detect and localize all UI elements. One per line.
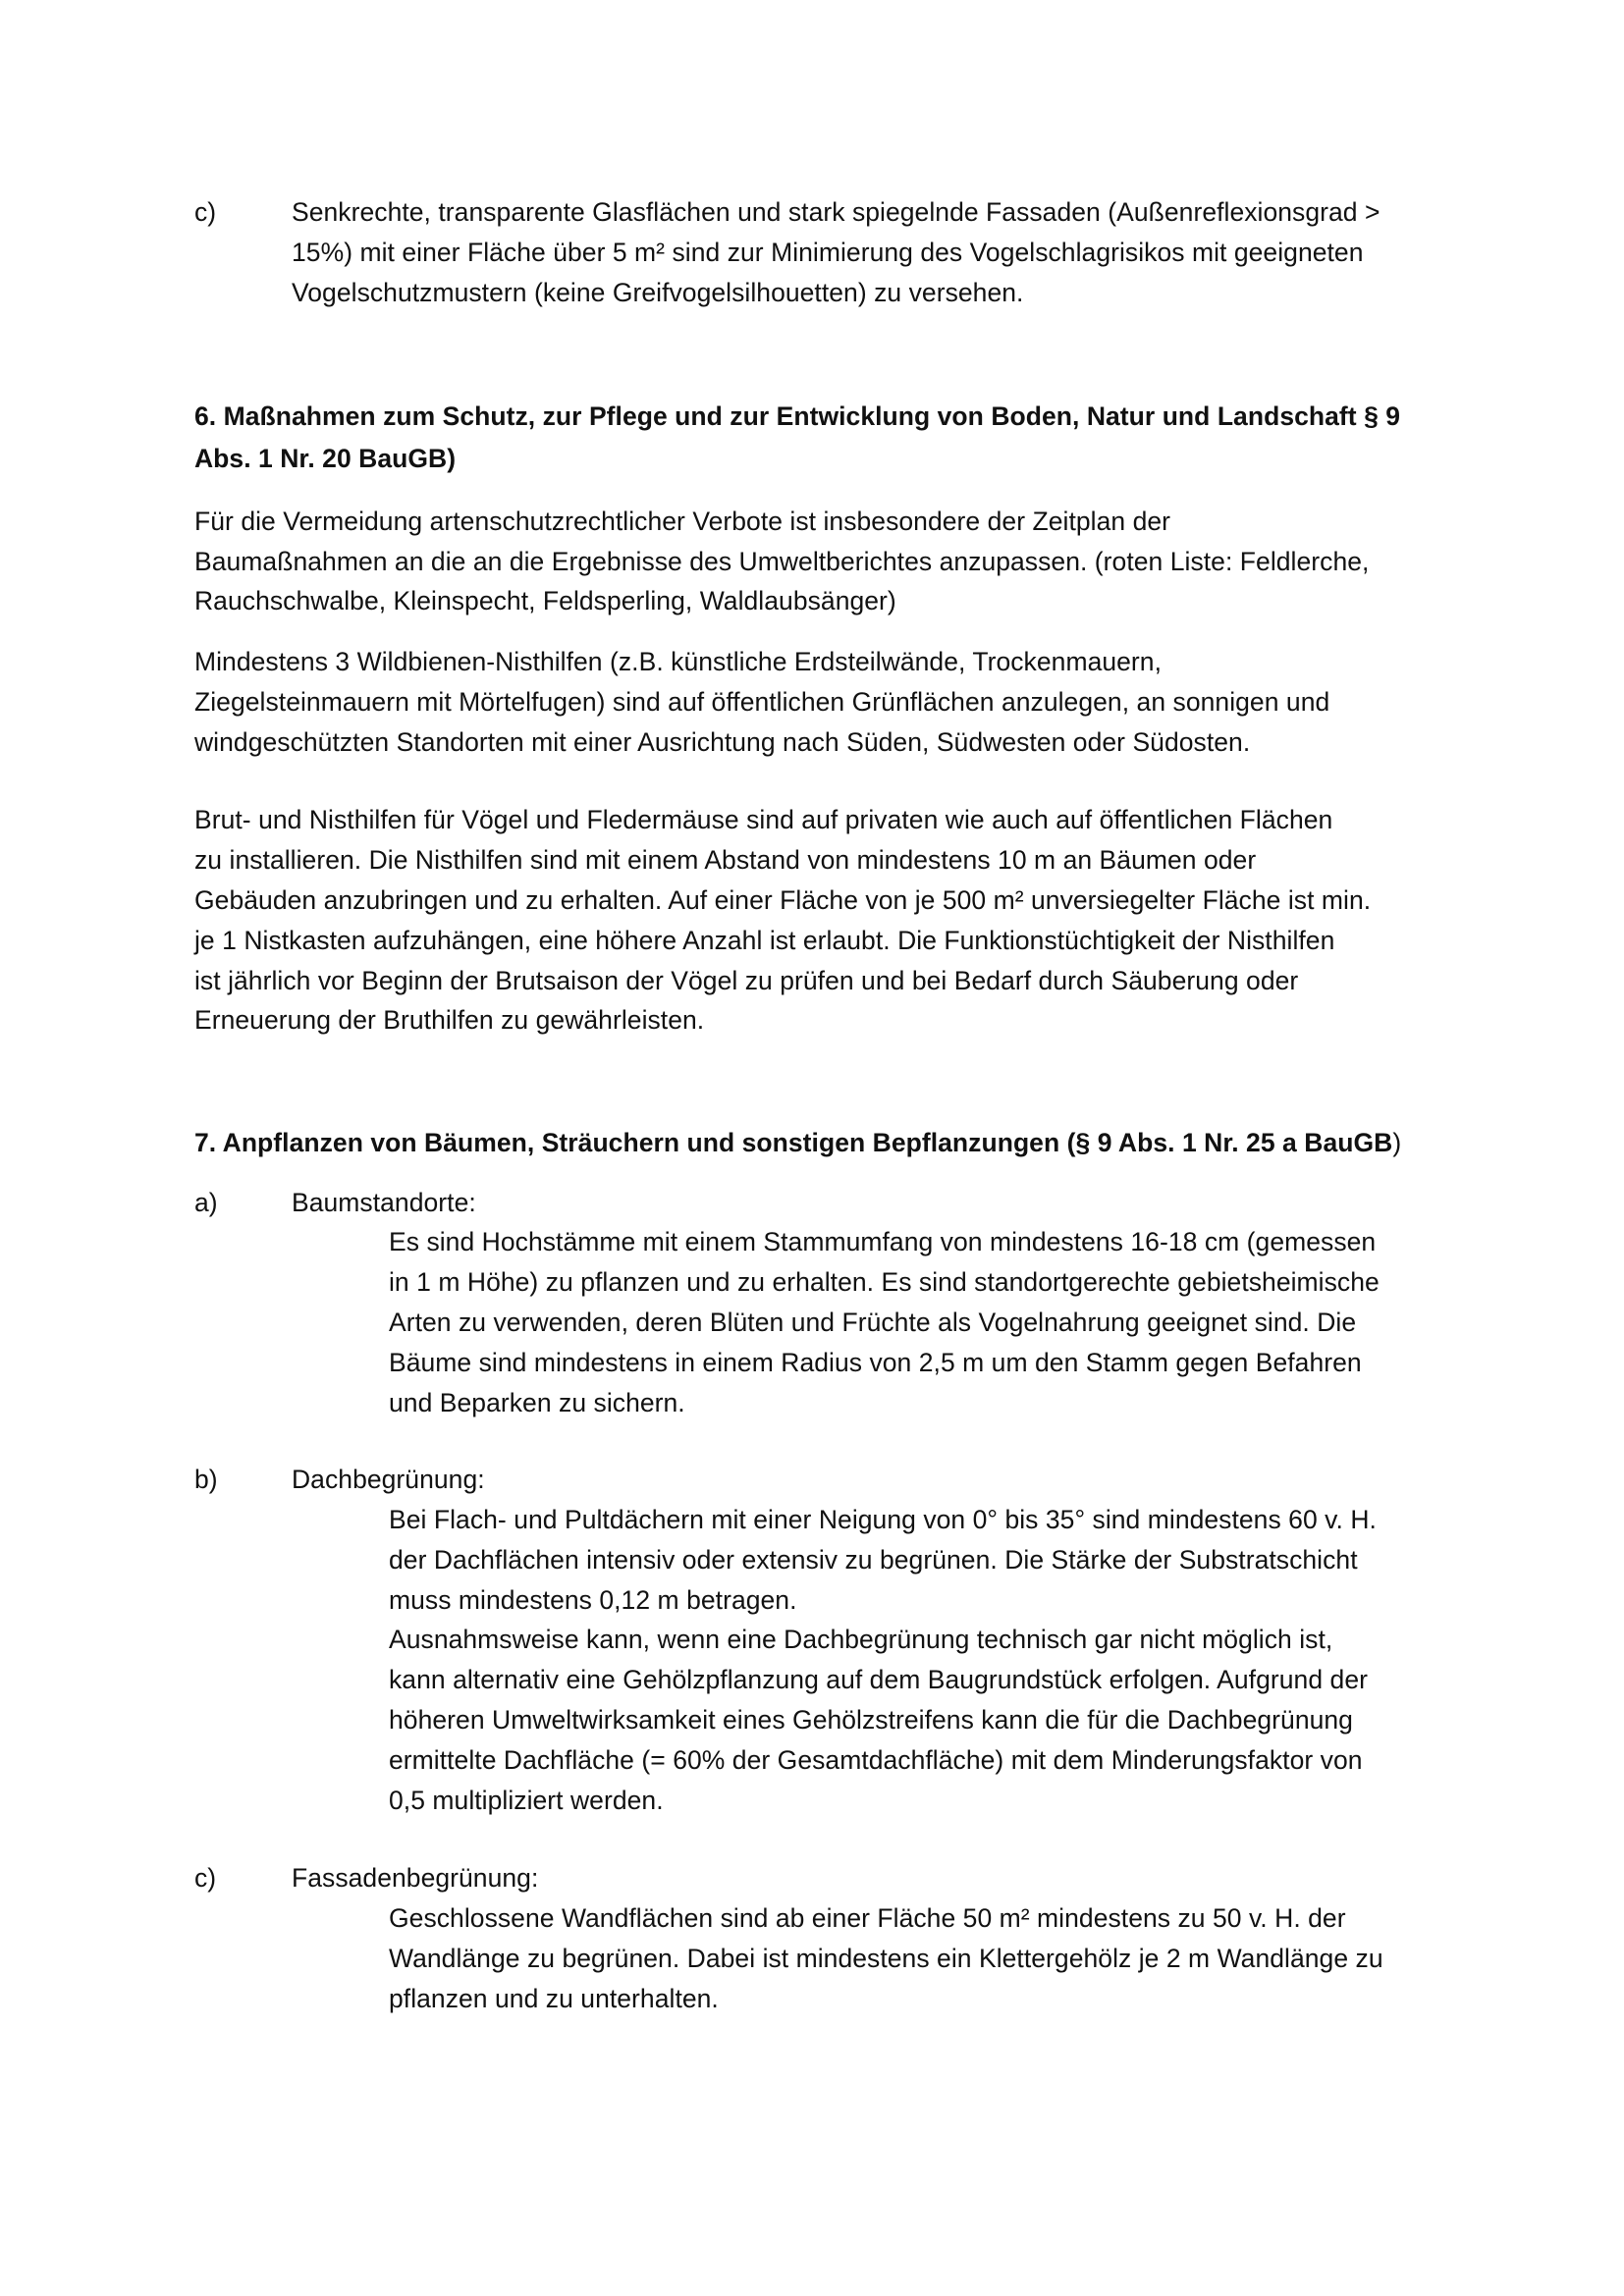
text-line: Es sind Hochstämme mit einem Stammumfang von mindestens 16-18 cm (gemessen: [389, 1227, 1377, 1256]
item-marker-c-top: c): [194, 197, 217, 227]
text-line: muss mindestens 0,12 m betragen.: [389, 1585, 797, 1615]
item-marker-c: c): [194, 1863, 217, 1893]
item-marker-a: a): [194, 1188, 218, 1217]
text-line: Bei Flach- und Pultdächern mit einer Neigung von 0° bis 35° sind mindestens 60 v. H.: [389, 1505, 1377, 1534]
text-line: je 1 Nistkasten aufzuhängen, eine höhere Anzahl ist erlaubt. Die Funktionstüchtigkeit der Nisthilfen: [194, 926, 1335, 955]
text-line: ermittelte Dachfläche (= 60% der Gesamtdachfläche) mit dem Minderungsfaktor von: [389, 1745, 1363, 1775]
section-6-heading: 6. Maßnahmen zum Schutz, zur Pflege und zur Entwicklung von Boden, Natur und Landschaft § 9: [194, 401, 1401, 431]
section-7-heading-bold: 7. Anpflanzen von Bäumen, Sträuchern und sonstigen Bepflanzungen (§ 9 Abs. 1 Nr. 25 a BauGB: [194, 1128, 1393, 1157]
section-7-heading: [194, 1123, 1401, 1162]
text-line: Erneuerung der Bruthilfen zu gewährleisten.: [194, 1005, 705, 1035]
text-line: höheren Umweltwirksamkeit eines Gehölzstreifens kann die für die Dachbegrünung: [389, 1705, 1353, 1735]
item-marker-b: b): [194, 1465, 218, 1494]
text-line: Geschlossene Wandflächen sind ab einer Fläche 50 m² mindestens zu 50 v. H. der: [389, 1903, 1346, 1933]
text-line: pflanzen und zu unterhalten.: [389, 1984, 719, 2013]
text-line: kann alternativ eine Gehölzpflanzung auf dem Baugrundstück erfolgen. Aufgrund der: [389, 1665, 1368, 1694]
text-line: Für die Vermeidung artenschutzrechtlicher Verbote ist insbesondere der Zeitplan der: [194, 507, 1171, 536]
text-line: Wandlänge zu begrünen. Dabei ist mindestens ein Klettergehölz je 2 m Wandlänge zu: [389, 1944, 1383, 1973]
text-line: Vogelschutzmustern (keine Greifvogelsilhouetten) zu versehen.: [292, 278, 1024, 307]
text-line: Bäume sind mindestens in einem Radius von 2,5 m um den Stamm gegen Befahren: [389, 1348, 1362, 1377]
text-line: Gebäuden anzubringen und zu erhalten. Auf einer Fläche von je 500 m² unversiegelter Fläche ist min.: [194, 885, 1372, 915]
text-line: Brut- und Nisthilfen für Vögel und Fledermäuse sind auf privaten wie auch auf öffentlichen Flächen: [194, 805, 1333, 834]
text-line: ist jährlich vor Beginn der Brutsaison der Vögel zu prüfen und bei Bedarf durch Säuberung oder: [194, 966, 1299, 995]
item-title-fassadenbegruenung: Fassadenbegrünung:: [292, 1863, 539, 1893]
item-title-baumstandorte: Baumstandorte:: [292, 1188, 476, 1217]
text-line: Rauchschwalbe, Kleinspecht, Feldsperling, Waldlaubsänger): [194, 586, 896, 615]
section-6-heading: Abs. 1 Nr. 20 BauGB): [194, 444, 457, 473]
text-line: Senkrechte, transparente Glasflächen und stark spiegelnde Fassaden (Außenreflexionsgrad >: [292, 197, 1380, 227]
item-title-dachbegruenung: Dachbegrünung:: [292, 1465, 485, 1494]
text-line: 0,5 multipliziert werden.: [389, 1786, 664, 1815]
text-line: in 1 m Höhe) zu pflanzen und zu erhalten. Es sind standortgerechte gebietsheimische: [389, 1267, 1380, 1297]
section-7-heading-tail: ): [1392, 1128, 1402, 1157]
text-line: Ziegelsteinmauern mit Mörtelfugen) sind auf öffentlichen Grünflächen anzulegen, an sonnigen und: [194, 687, 1330, 717]
text-line: der Dachflächen intensiv oder extensiv zu begrünen. Die Stärke der Substratschicht: [389, 1545, 1358, 1575]
text-line: 15%) mit einer Fläche über 5 m² sind zur Minimierung des Vogelschlagrisikos mit geeigneten: [292, 238, 1364, 267]
text-line: Arten zu verwenden, deren Blüten und Früchte als Vogelnahrung geeignet sind. Die: [389, 1308, 1357, 1337]
text-line: windgeschützten Standorten mit einer Ausrichtung nach Süden, Südwesten oder Südosten.: [194, 727, 1251, 757]
text-line: Baumaßnahmen an die an die Ergebnisse des Umweltberichtes anzupassen. (roten Liste: Feldlerche,: [194, 547, 1370, 576]
text-line: zu installieren. Die Nisthilfen sind mit einem Abstand von mindestens 10 m an Bäumen oder: [194, 845, 1257, 875]
text-line: und Beparken zu sichern.: [389, 1388, 685, 1417]
text-line: Ausnahmsweise kann, wenn eine Dachbegrünung technisch gar nicht möglich ist,: [389, 1625, 1333, 1654]
text-line: Mindestens 3 Wildbienen-Nisthilfen (z.B. künstliche Erdsteilwände, Trockenmauern,: [194, 647, 1163, 676]
